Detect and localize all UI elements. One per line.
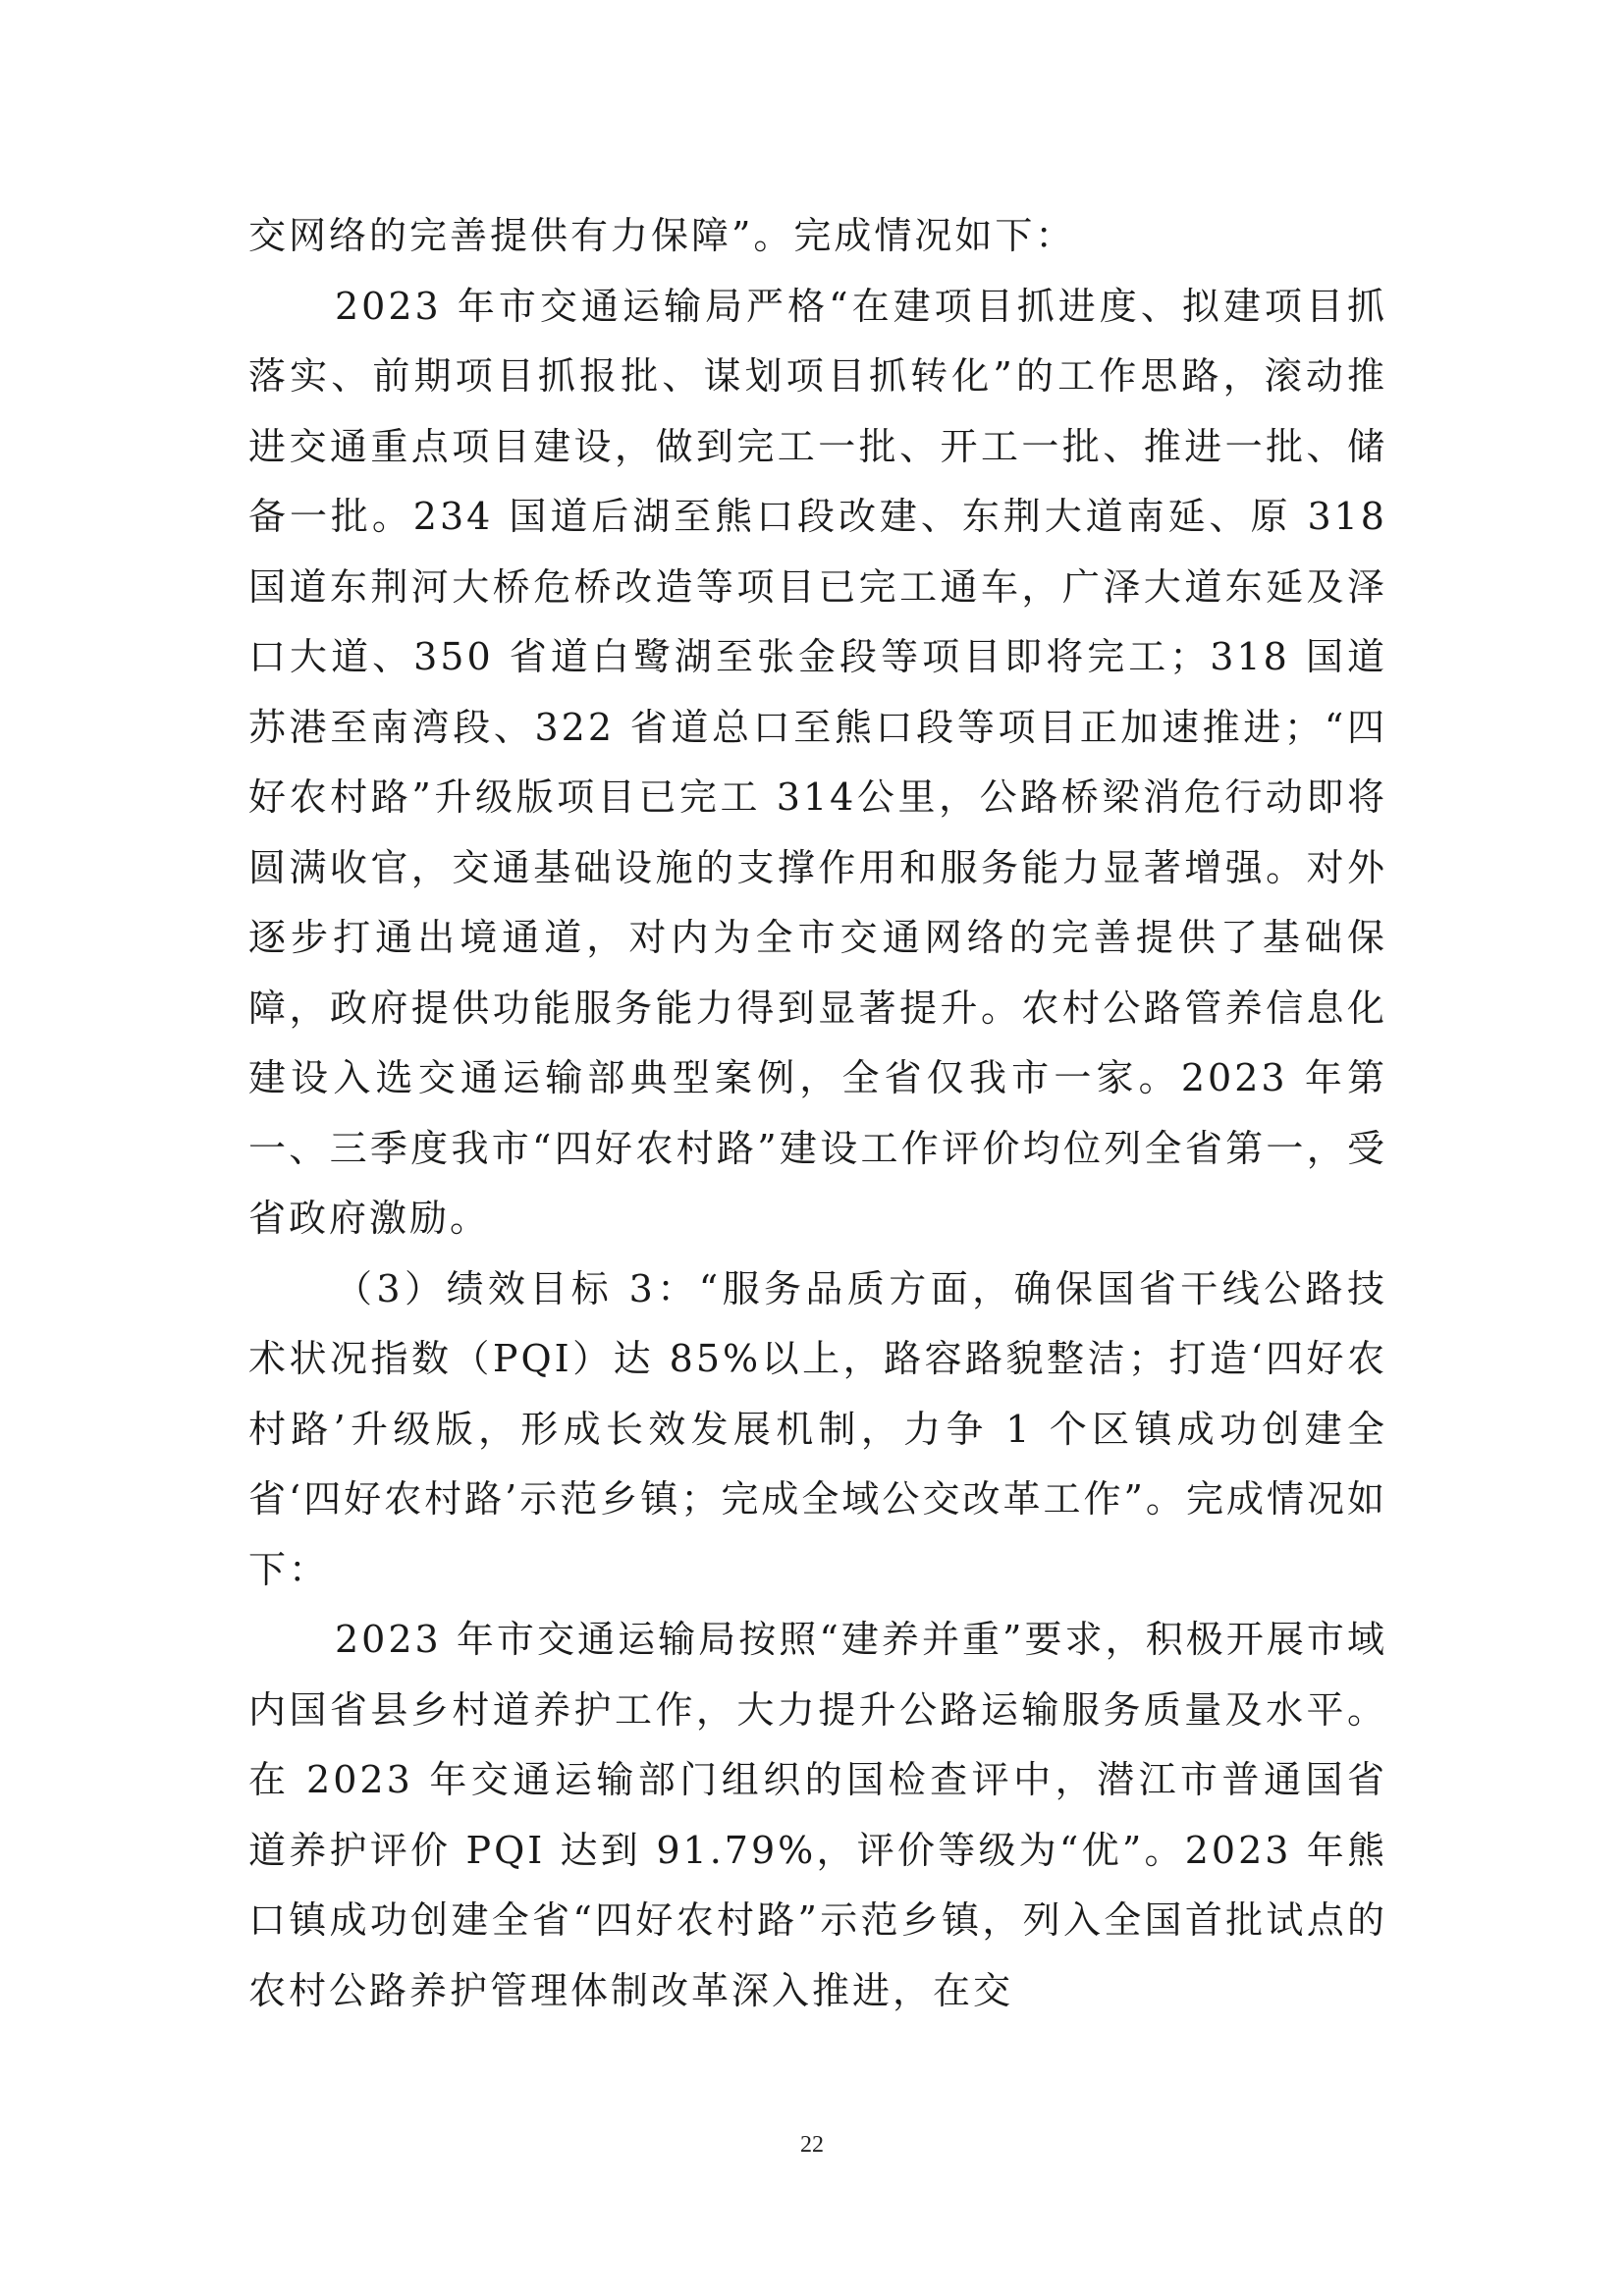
paragraph-4: 2023 年市交通运输局按照“建养并重”要求，积极开展市域内国省县乡村道养护工作，大力提升公路运输服务质量及水平。在 2023 年交通运输部门组织的国检查评中，潜江市普通国省道养护评价 PQI 达到 91.79%，评价等级为“优”。2023 年熊口镇成功创建全省“四好农村路”示范乡镇，列入全国首批试点的农村公路养护管理体制改革深入推进，在交: [248, 1618, 1387, 2012]
paragraph-3: （3）绩效目标 3：“服务品质方面，确保国省干线公路技术状况指数（PQI）达 85%以上，路容路貌整洁；打造‘四好农村路’升级版，形成长效发展机制，力争 1 个区镇成功创建全省‘四好农村路’示范乡镇；完成全域公交改革工作”。完成情况如下：: [248, 1266, 1387, 1591]
page-number: 22: [800, 2132, 824, 2158]
paragraph-1: 交网络的完善提供有力保障”。完成情况如下：: [248, 214, 1076, 257]
body-text: [248, 201, 1387, 2026]
paragraph-2: 2023 年市交通运输局严格“在建项目抓进度、拟建项目抓落实、前期项目抓报批、谋划项目抓转化”的工作思路，滚动推进交通重点项目建设，做到完工一批、开工一批、推进一批、储备一批。234 国道后湖至熊口段改建、东荆大道南延、原 318 国道东荆河大桥危桥改造等项目已完工通车，广泽大道东延及泽口大道、350 省道白鹭湖至张金段等项目即将完工；318 国道苏港至南湾段、322 省道总口至熊口段等项目正加速推进；“四好农村路”升级版项目已完工 314公里，公路桥梁消危行动即将圆满收官，交通基础设施的支撑作用和服务能力显著增强。对外逐步打通出境通道，对内为全市交通网络的完善提供了基础保障，政府提供功能服务能力得到显著提升。农村公路管养信息化建设入选交通运输部典型案例，全省仅我市一家。2023 年第一、三季度我市“四好农村路”建设工作评价均位列全省第一，受省政府激励。: [248, 284, 1387, 1240]
